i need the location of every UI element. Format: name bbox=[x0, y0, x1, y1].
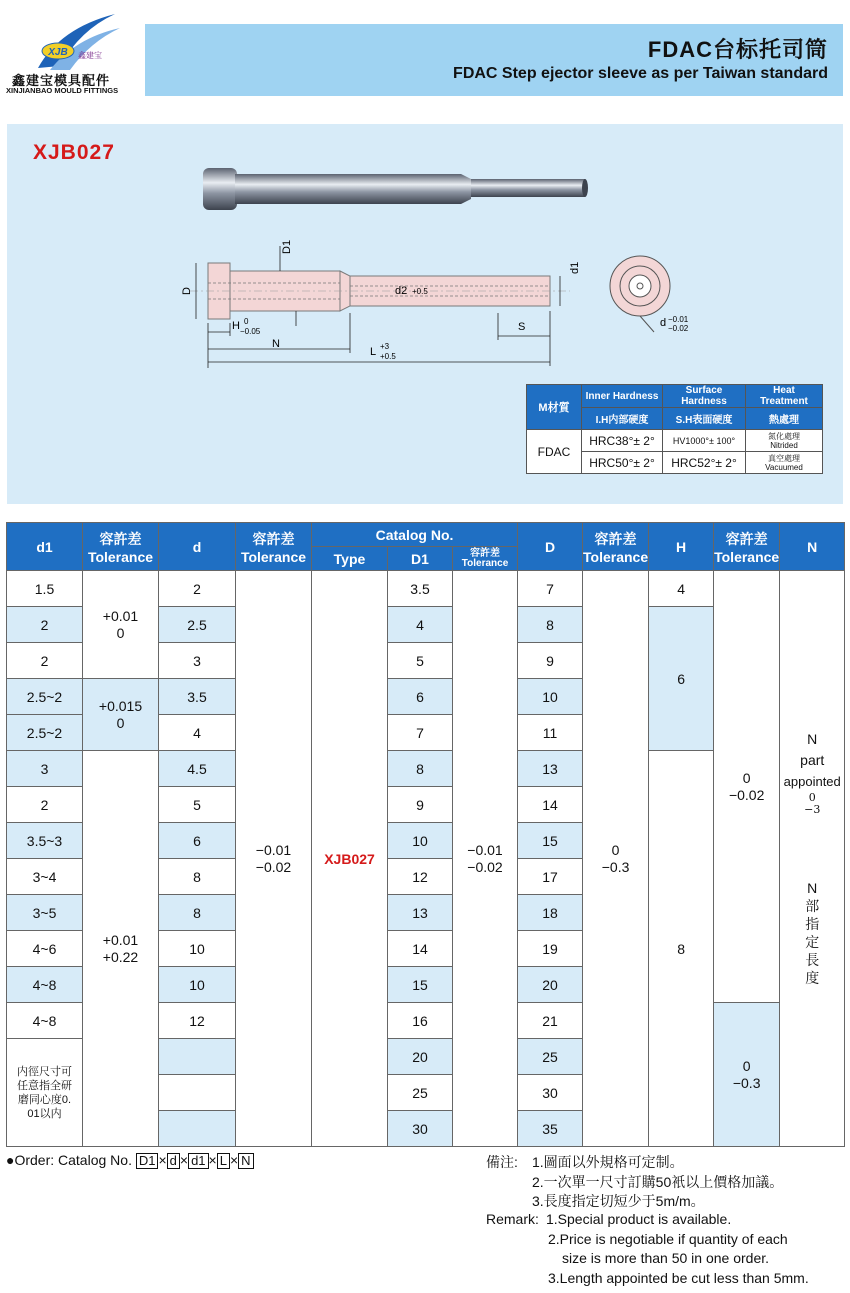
H-tol-cell: 0 −0.3 bbox=[714, 1003, 780, 1147]
D1-cell: 13 bbox=[388, 895, 453, 931]
material-ht-1: 氮化處理 Nitrided bbox=[746, 430, 823, 452]
material-ih-1: HRC38°± 2° bbox=[582, 430, 663, 452]
label-H: H bbox=[232, 320, 240, 332]
header-D1: D1 bbox=[388, 547, 453, 571]
D-cell: 9 bbox=[518, 643, 583, 679]
logo-text: XJB bbox=[48, 47, 68, 58]
order-part-d: d bbox=[167, 1153, 180, 1169]
D-cell: 35 bbox=[518, 1111, 583, 1147]
H-cell: 6 bbox=[649, 607, 714, 751]
header-D: D bbox=[518, 523, 583, 571]
d1-tol-cell: +0.01 0 bbox=[83, 571, 159, 679]
D1-cell: 8 bbox=[388, 751, 453, 787]
D1-cell: 20 bbox=[388, 1039, 453, 1075]
D-cell: 14 bbox=[518, 787, 583, 823]
D-tol-cell: 0 −0.3 bbox=[583, 571, 649, 1147]
product-code: XJB027 bbox=[33, 141, 115, 164]
spec-table bbox=[6, 522, 845, 1147]
D-cell: 18 bbox=[518, 895, 583, 931]
D-cell: 25 bbox=[518, 1039, 583, 1075]
notes-en-label: Remark: bbox=[486, 1211, 539, 1227]
label-D1: D1 bbox=[281, 239, 293, 254]
note-cn-3: 3.長度指定切短少于5m/m。 bbox=[532, 1193, 705, 1209]
header-d1-tol: 容許差 Tolerance bbox=[83, 523, 159, 571]
D1-cell: 7 bbox=[388, 715, 453, 751]
d-cell: 8 bbox=[159, 895, 236, 931]
label-L-tol-top: +3 bbox=[380, 342, 390, 351]
d-cell-empty bbox=[159, 1111, 236, 1147]
material-col-cn-ih: I.H内部硬度 bbox=[582, 408, 663, 430]
header-d: d bbox=[159, 523, 236, 571]
material-col-en-ih: Inner Hardness bbox=[582, 385, 663, 408]
product-photo bbox=[195, 160, 595, 215]
note-en-3: 3.Length appointed be cut less than 5mm. bbox=[548, 1270, 809, 1286]
D-cell: 21 bbox=[518, 1003, 583, 1039]
D-cell: 30 bbox=[518, 1075, 583, 1111]
d-cell: 2 bbox=[159, 571, 236, 607]
d-cell: 10 bbox=[159, 967, 236, 1003]
note-en-2b: size is more than 50 in one order. bbox=[562, 1250, 770, 1266]
d1-cell: 4~8 bbox=[7, 967, 83, 1003]
header-D1-tol: 容許差 Tolerance bbox=[453, 547, 518, 571]
type-cell: XJB027 bbox=[312, 571, 388, 1147]
D1-cell: 5 bbox=[388, 643, 453, 679]
header-d1: d1 bbox=[7, 523, 83, 571]
material-sh-2: HRC52°± 2° bbox=[663, 452, 746, 474]
D1-cell: 3.5 bbox=[388, 571, 453, 607]
d1-tol-cell: +0.01 +0.22 bbox=[83, 751, 159, 1147]
d-cell: 8 bbox=[159, 859, 236, 895]
note-en-2: 2.Price is negotiable if quantity of each bbox=[548, 1231, 788, 1247]
d-cell: 10 bbox=[159, 931, 236, 967]
label-L: L bbox=[370, 346, 377, 358]
brand-name-cn: 鑫建宝模具配件 bbox=[12, 73, 111, 88]
label-d: d bbox=[660, 317, 667, 329]
order-part-D1: D1 bbox=[136, 1153, 159, 1169]
d-cell-empty bbox=[159, 1075, 236, 1111]
D1-cell: 4 bbox=[388, 607, 453, 643]
d1-tol-cell: +0.015 0 bbox=[83, 679, 159, 751]
label-d1: d1 bbox=[569, 261, 581, 274]
d-cell: 3.5 bbox=[159, 679, 236, 715]
d-tol-cell: −0.01 −0.02 bbox=[236, 571, 312, 1147]
d1-cell: 3~5 bbox=[7, 895, 83, 931]
material-col-cn-ht: 熱處理 bbox=[746, 408, 823, 430]
H-cell: 8 bbox=[649, 751, 714, 1147]
note-cn-1: 1.圖面以外規格可定制。 bbox=[532, 1154, 684, 1170]
label-d-tol-bottom: −0.02 bbox=[668, 324, 689, 333]
d-cell: 2.5 bbox=[159, 607, 236, 643]
D-cell: 8 bbox=[518, 607, 583, 643]
H-cell: 4 bbox=[649, 571, 714, 607]
H-tol-cell: 0 −0.02 bbox=[714, 571, 780, 1003]
header-type: Type bbox=[312, 547, 388, 571]
material-col-cn-sh: S.H表面硬度 bbox=[663, 408, 746, 430]
d-cell: 4.5 bbox=[159, 751, 236, 787]
page-title-cn: FDAC台标托司筒 bbox=[647, 37, 828, 62]
label-d-tol-top: −0.01 bbox=[668, 315, 689, 324]
label-L-tol-bottom: +0.5 bbox=[380, 352, 396, 361]
label-H-tol-top: 0 bbox=[244, 317, 249, 326]
material-corner: M材質 bbox=[527, 385, 582, 430]
D-cell: 7 bbox=[518, 571, 583, 607]
technical-drawing bbox=[170, 228, 690, 378]
header-H-tol: 容許差 Tolerance bbox=[714, 523, 780, 571]
D1-cell: 30 bbox=[388, 1111, 453, 1147]
d1-cell: 2.5~2 bbox=[7, 715, 83, 751]
D-cell: 20 bbox=[518, 967, 583, 1003]
d-cell: 6 bbox=[159, 823, 236, 859]
D1-cell: 6 bbox=[388, 679, 453, 715]
d1-cell: 4~6 bbox=[7, 931, 83, 967]
d1-cell: 3~4 bbox=[7, 859, 83, 895]
d-cell-empty bbox=[159, 1039, 236, 1075]
d1-cell: 1.5 bbox=[7, 571, 83, 607]
D1-cell: 9 bbox=[388, 787, 453, 823]
notes-cn-label: 備注: bbox=[486, 1154, 518, 1170]
note-en-1: 1.Special product is available. bbox=[546, 1211, 732, 1227]
D1-cell: 10 bbox=[388, 823, 453, 859]
D-cell: 17 bbox=[518, 859, 583, 895]
D-cell: 19 bbox=[518, 931, 583, 967]
D-cell: 11 bbox=[518, 715, 583, 751]
material-col-en-sh: Surface Hardness bbox=[663, 385, 746, 408]
header-H: H bbox=[649, 523, 714, 571]
d-cell: 3 bbox=[159, 643, 236, 679]
material-ht-2: 真空處理 Vacuumed bbox=[746, 452, 823, 474]
order-part-L: L bbox=[217, 1153, 230, 1169]
D1-tol-cell: −0.01 −0.02 bbox=[453, 571, 518, 1147]
order-format: ●Order: Catalog No. D1 × d × d1 × L × N bbox=[6, 1152, 254, 1169]
d-cell: 4 bbox=[159, 715, 236, 751]
D1-cell: 12 bbox=[388, 859, 453, 895]
label-d2: d2 bbox=[395, 285, 408, 297]
note-cn-2: 2.一次單一尺寸訂購50衹以上價格加議。 bbox=[532, 1174, 784, 1190]
d-cell: 12 bbox=[159, 1003, 236, 1039]
D-cell: 10 bbox=[518, 679, 583, 715]
header-N: N bbox=[780, 523, 845, 571]
D1-cell: 16 bbox=[388, 1003, 453, 1039]
logo-sub-text: 鑫建宝 bbox=[78, 51, 102, 60]
D1-cell: 25 bbox=[388, 1075, 453, 1111]
d1-note-cell: 内徑尺寸可任意指全研磨同心度0.01以内 bbox=[7, 1039, 83, 1147]
label-N: N bbox=[272, 338, 280, 350]
label-d2-tol: +0.5 bbox=[412, 287, 428, 296]
D1-cell: 15 bbox=[388, 967, 453, 1003]
d1-cell: 2.5~2 bbox=[7, 679, 83, 715]
header-D-tol: 容許差 Tolerance bbox=[583, 523, 649, 571]
D1-cell: 14 bbox=[388, 931, 453, 967]
order-part-d1: d1 bbox=[188, 1153, 208, 1169]
d1-cell: 3 bbox=[7, 751, 83, 787]
D-cell: 15 bbox=[518, 823, 583, 859]
D-cell: 13 bbox=[518, 751, 583, 787]
material-col-en-ht: Heat Treatment bbox=[746, 385, 823, 408]
label-S: S bbox=[518, 321, 526, 333]
page-title-en: FDAC Step ejector sleeve as per Taiwan standard bbox=[453, 65, 828, 82]
material-table bbox=[526, 384, 823, 474]
material-sh-1: HV1000°± 100° bbox=[663, 430, 746, 452]
d1-cell: 2 bbox=[7, 643, 83, 679]
N-cell: N part appointed 0 −3 N部指定長度 bbox=[780, 571, 845, 1147]
d1-cell: 4~8 bbox=[7, 1003, 83, 1039]
header-catalog: Catalog No. bbox=[312, 523, 518, 547]
material-row-label: FDAC bbox=[527, 430, 582, 474]
d1-cell: 3.5~3 bbox=[7, 823, 83, 859]
order-part-N: N bbox=[238, 1153, 253, 1169]
d-cell: 5 bbox=[159, 787, 236, 823]
label-H-tol-bottom: −0.05 bbox=[240, 327, 261, 336]
d1-cell: 2 bbox=[7, 787, 83, 823]
d1-cell: 2 bbox=[7, 607, 83, 643]
label-D: D bbox=[181, 287, 193, 295]
material-ih-2: HRC50°± 2° bbox=[582, 452, 663, 474]
header-d-tol: 容許差 Tolerance bbox=[236, 523, 312, 571]
brand-name-en: XINJIANBAO MOULD FITTINGS bbox=[6, 86, 119, 95]
